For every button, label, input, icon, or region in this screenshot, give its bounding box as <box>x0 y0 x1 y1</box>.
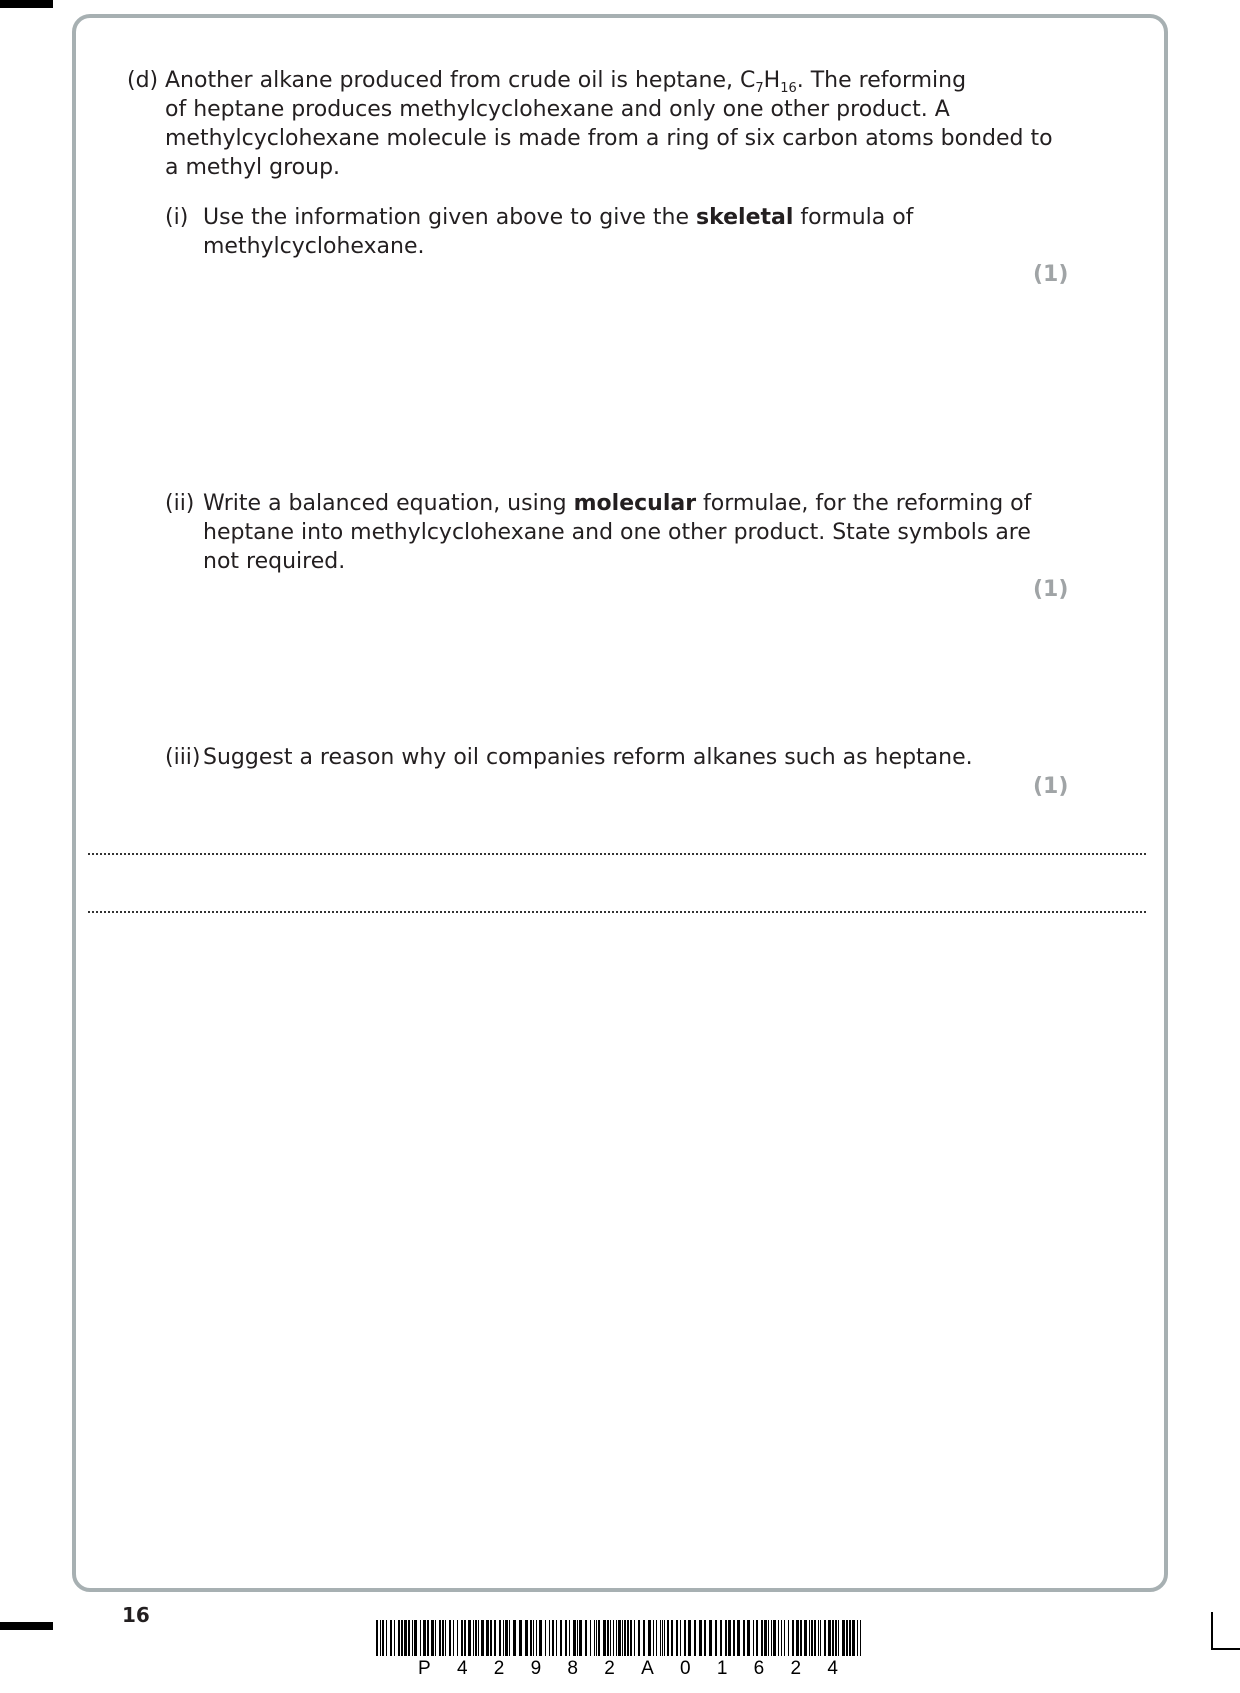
part-iii-marks: (1) <box>1033 774 1069 799</box>
registration-mark-bottom-left <box>0 1622 53 1630</box>
barcode-char: 2 <box>790 1658 802 1679</box>
barcode-char: A <box>641 1658 654 1679</box>
page-number: 16 <box>122 1603 150 1627</box>
barcode-char: 4 <box>456 1658 468 1679</box>
part-i-line-2: methylcyclohexane. <box>203 234 425 259</box>
answer-line-1[interactable] <box>88 853 1146 855</box>
barcode <box>376 1620 861 1656</box>
part-ii-line-1: Write a balanced equation, using molecular formulae, for the reforming of <box>203 491 1032 516</box>
question-intro-line-3: methylcyclohexane molecule is made from a ring of six carbon atoms bonded to <box>165 126 1053 151</box>
question-intro-line-4: a methyl group. <box>165 155 341 180</box>
registration-mark-top-left <box>0 0 53 8</box>
barcode-char: 1 <box>716 1658 728 1679</box>
barcode-char: 6 <box>753 1658 765 1679</box>
part-iii-label: (iii) <box>165 745 201 770</box>
part-i-answer-space[interactable] <box>200 300 1020 470</box>
part-i-marks: (1) <box>1033 262 1069 287</box>
part-iii-line-1: Suggest a reason why oil companies reform alkanes such as heptane. <box>203 745 973 770</box>
part-ii-marks: (1) <box>1033 577 1069 602</box>
barcode-char: P <box>418 1658 431 1679</box>
barcode-char: 0 <box>680 1658 691 1679</box>
answer-line-2[interactable] <box>88 911 1146 913</box>
question-intro-line-2: of heptane produces methylcyclohexane and only one other product. A <box>165 97 950 122</box>
barcode-char: 2 <box>493 1658 505 1679</box>
barcode-char: 8 <box>567 1658 578 1679</box>
part-ii-line-2: heptane into methylcyclohexane and one other product. State symbols are <box>203 520 1031 545</box>
question-intro-line-1: Another alkane produced from crude oil is heptane, $C_7H_{16}$. The reforming <box>165 68 967 96</box>
barcode-char: 9 <box>530 1658 542 1679</box>
barcode-text <box>418 1658 838 1680</box>
part-i-line-1: Use the information given above to give the skeletal formula of <box>203 205 914 230</box>
barcode-char: 4 <box>827 1658 838 1679</box>
part-ii-answer-space[interactable] <box>200 610 1020 730</box>
part-ii-line-3: not required. <box>203 549 346 574</box>
barcode-char: 2 <box>604 1658 615 1679</box>
registration-mark-bottom-right <box>1211 1612 1240 1650</box>
question-label: (d) <box>127 68 159 93</box>
part-ii-label: (ii) <box>165 491 195 516</box>
part-i-label: (i) <box>165 205 189 230</box>
